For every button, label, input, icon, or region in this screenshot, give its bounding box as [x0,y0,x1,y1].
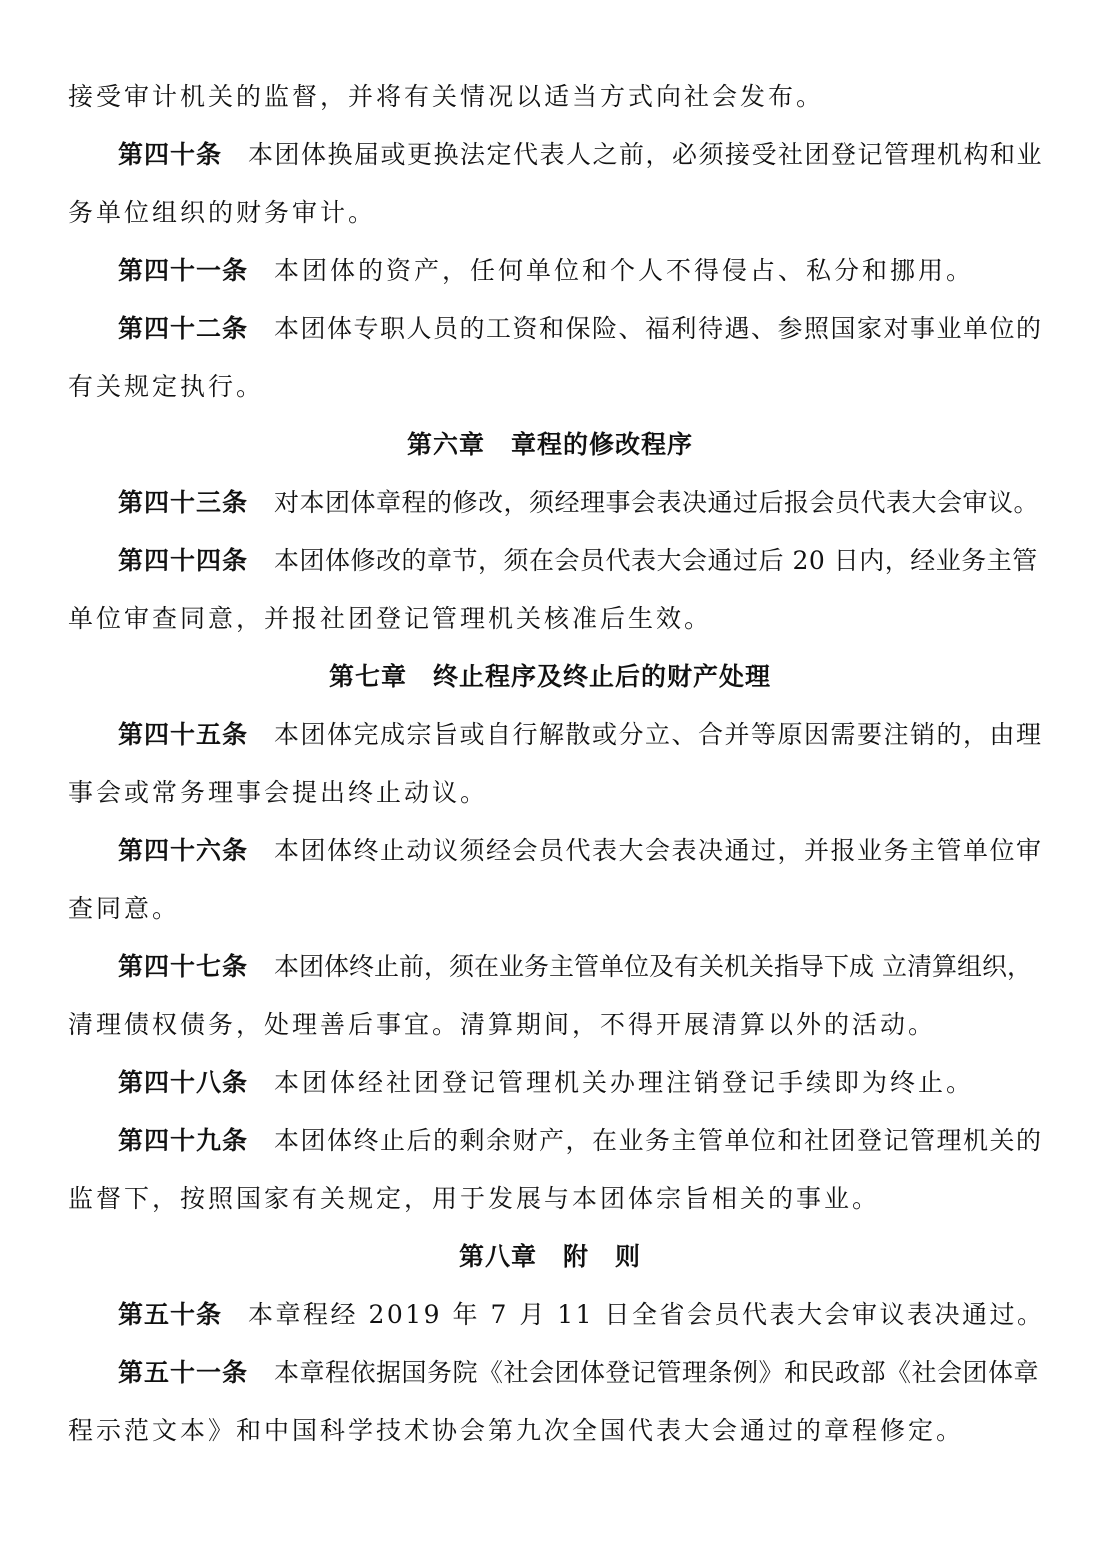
article-number: 第五十一条 [118,1358,249,1387]
article-text: 本团体经社团登记管理机关办理注销登记手续即为终止。 [274,1068,975,1097]
text-line [68,196,1038,230]
article-49 [118,1124,1043,1158]
article-number: 第四十三条 [118,488,249,517]
article-47 [118,950,1038,984]
article-number: 第四十九条 [118,1126,249,1155]
line-text: 有关规定执行。 [68,372,265,401]
article-number: 第四十二条 [118,314,249,343]
article-text: 本章程经 2019 年 7 月 11 日全省会员代表大会审议表决通过。 [248,1300,1045,1329]
article-41 [118,254,1038,288]
article-number: 第四十六条 [118,836,249,865]
line-text: 程示范文本》和中国科学技术协会第九次全国代表大会通过的章程修定。 [68,1416,965,1445]
text-line [68,776,1038,810]
text-line [68,892,1038,926]
article-text: 本团体换届或更换法定代表人之前，必须接受社团登记管理机构和业 [248,140,1044,169]
article-number: 第四十八条 [118,1068,249,1097]
article-text: 本团体修改的章节，须在会员代表大会通过后 20 日内，经业务主管 [274,546,1038,575]
line-text: 接受审计机关的监督，并将有关情况以适当方式向社会发布。 [68,82,825,111]
article-text: 本团体终止前，须在业务主管单位及有关机关指导下成 立清算组织， [274,952,1032,981]
text-line [68,370,1038,404]
article-number: 第四十四条 [118,546,249,575]
text-line [68,1414,1038,1448]
article-number: 第四十条 [118,140,223,169]
line-text: 单位审查同意，并报社团登记管理机关核准后生效。 [68,604,713,633]
article-50 [118,1298,1045,1332]
article-text: 本章程依据国务院《社会团体登记管理条例》和民政部《社会团体章 [274,1358,1040,1387]
line-text: 务单位组织的财务审计。 [68,198,377,227]
article-45 [118,718,1043,752]
line-text: 监督下，按照国家有关规定，用于发展与本团体宗旨相关的事业。 [68,1184,881,1213]
article-text: 本团体终止后的剩余财产，在业务主管单位和社团登记管理机关的 [274,1126,1043,1155]
article-number: 第四十七条 [118,952,249,981]
line-text: 查同意。 [68,894,181,923]
line-text: 事会或常务理事会提出终止动议。 [68,778,489,807]
text-line [68,80,1038,114]
article-51 [118,1356,1038,1390]
article-text: 本团体的资产，任何单位和个人不得侵占、私分和挪用。 [274,256,975,285]
article-43 [118,486,1038,520]
text-line [68,1182,1038,1216]
text-line [68,1008,1038,1042]
article-text: 本团体专职人员的工资和保险、福利待遇、参照国家对事业单位的 [274,314,1043,343]
article-42 [118,312,1043,346]
article-text: 对本团体章程的修改，须经理事会表决通过后报会员代表大会审议。 [274,488,1040,517]
chapter-heading: 第七章 终止程序及终止后的财产处理 [328,662,771,691]
article-46 [118,834,1043,868]
article-40 [118,138,1044,172]
article-number: 第五十条 [118,1300,223,1329]
line-text: 清理债权债务，处理善后事宜。清算期间，不得开展清算以外的活动。 [68,1010,937,1039]
article-44 [118,544,1038,578]
article-text: 本团体终止动议须经会员代表大会表决通过，并报业务主管单位审 [274,836,1043,865]
article-48 [118,1066,1038,1100]
chapter-heading: 第八章 附 则 [458,1242,641,1271]
article-number: 第四十一条 [118,256,249,285]
text-line [68,602,1038,636]
article-number: 第四十五条 [118,720,249,749]
article-text: 本团体完成宗旨或自行解散或分立、合并等原因需要注销的，由理 [274,720,1043,749]
chapter-heading: 第六章 章程的修改程序 [406,430,693,459]
